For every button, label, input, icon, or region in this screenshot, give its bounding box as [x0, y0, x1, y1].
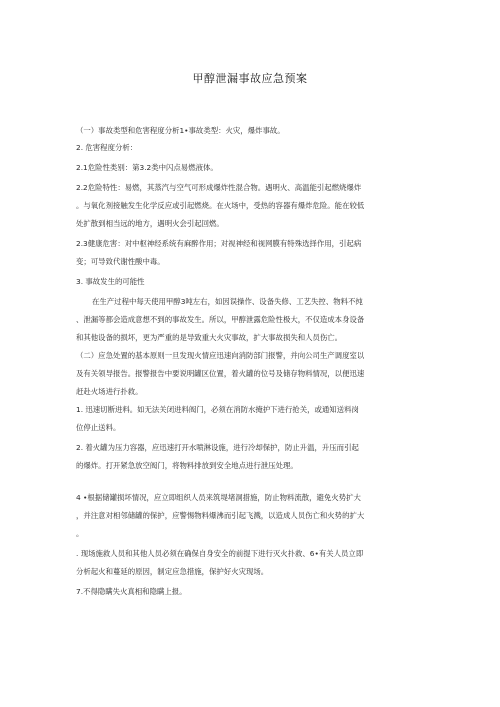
document-title: 甲醇泄漏事故应急预案	[192, 72, 308, 85]
paragraph-line: 处扩散到相当远的地方，遇明火会引起回燃。	[76, 219, 224, 228]
paragraph-line: 和其他设备的损坏，更为严重的是导致重大火灾事故，扩大事故损失和人员伤亡。	[76, 333, 343, 342]
paragraph-line: 在生产过程中每天使用甲醇3吨左右，如因误操作、设备失修、工艺失控、物料不纯	[92, 297, 363, 306]
paragraph-line: ，并注意对相邻储罐的保护，应警惕物料爆沸而引起飞溅，以造成人员伤亡和火势的扩大	[76, 511, 365, 520]
paragraph-line: 2.1危险性类别：第3.2类中闪点易燃液体。	[76, 163, 218, 172]
paragraph-line: . 现场施救人员和其他人员必须在确保自身安全的前提下进行灭火扑救、6•有关人员立即	[76, 549, 364, 558]
paragraph-line: 2.2危险特性：易燃，其蒸汽与空气可形成爆炸性混合物。遇明火、高温能引起燃烧爆炸	[76, 183, 362, 192]
paragraph-line: 分析起火和蔓延的原因，制定应急措施，保护好火灾现场。	[76, 567, 269, 576]
paragraph-line: 。	[76, 529, 84, 538]
paragraph-line: （一）事故类型和危害程度分析1•事故类型：火灾，爆炸事故。	[76, 126, 285, 135]
paragraph-line: 、泄漏等都会造成意想不到的事故发生。所以，甲醇泄露危险性极大，不仅造成本身设备	[76, 315, 365, 324]
paragraph-line: （二）应急处置的基本原则一旦发现火情应迅速向消防部门报警，并向公司生产调度室以	[76, 351, 365, 360]
paragraph-line: 位停止送料。	[76, 423, 121, 432]
paragraph-line: 7.不得隐瞒失火真相和隐瞒上报。	[76, 587, 187, 596]
paragraph-line: 2. 着火罐为压力容器，应迅速打开水喷淋设施，进行冷却保护，防止升温，升压而引起	[76, 443, 359, 452]
paragraph-line: 及有关领导报告。报警报告中要说明罐区位置，着火罐的位号及储存物料情况，以便迅速	[76, 369, 365, 378]
paragraph-line: 赶赴火场进行扑救。	[76, 387, 143, 396]
paragraph-line: 变；可导致代谢性酸中毒。	[76, 257, 165, 266]
paragraph-line: 4 •根据储罐损坏情况，应立即组织人员来筑堤堵洞措施，防止物料流散，避免火势扩大	[76, 493, 361, 502]
paragraph-line: 2. 危害程度分析：	[76, 143, 138, 152]
paragraph-line: 。与氧化剂接触发生化学反应或引起燃烧。在火场中，受热的容器有爆炸危险。能在较低	[76, 201, 365, 210]
paragraph-line: 1. 迅速切断进料。如无法关闭进料阀门，必须在消防水掩护下进行抢关，或通知送料岗	[76, 405, 359, 414]
paragraph-line: 2.3健康危害：对中枢神经系统有麻醉作用；对视神经和视网膜有特殊选择作用，引起病	[76, 239, 362, 248]
paragraph-line: 3. 事故发生的可能性	[76, 277, 145, 286]
paragraph-line: 的爆炸。打开紧急放空阀门，将物料排放到安全地点进行泄压处理。	[76, 461, 298, 470]
